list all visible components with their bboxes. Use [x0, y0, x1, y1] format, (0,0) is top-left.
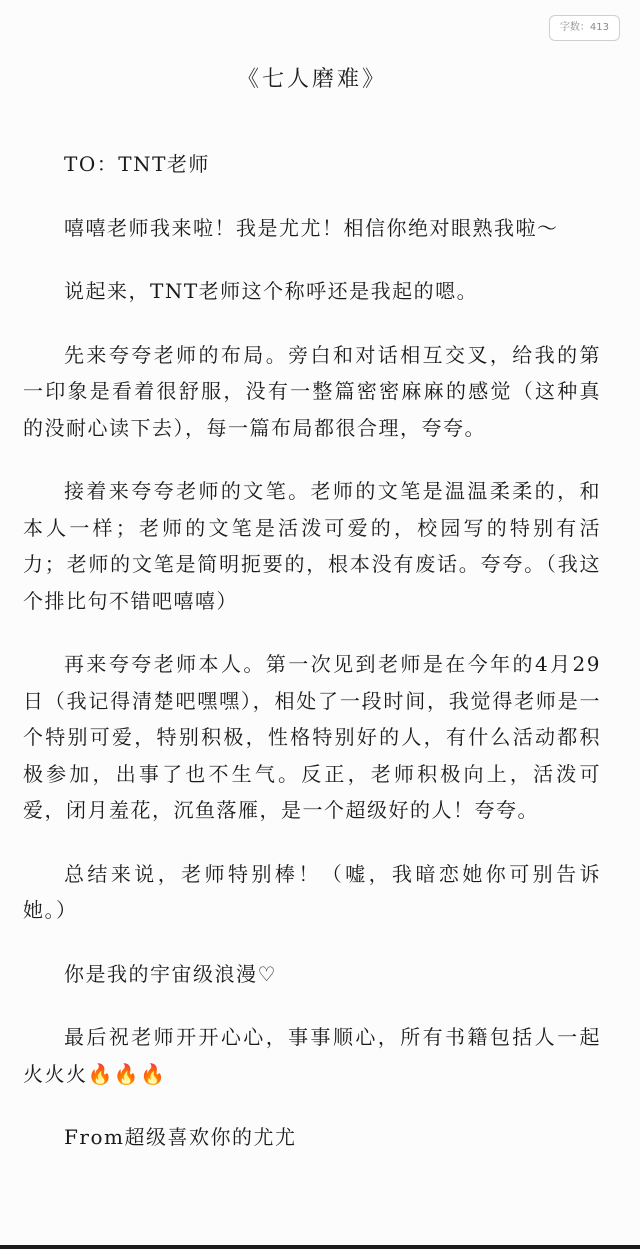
paragraph-romance: 你是我的宇宙级浪漫♡: [64, 961, 277, 986]
closing-text: 最后祝老师开开心心，事事顺心，所有书籍包括人一起火火火: [23, 1025, 601, 1086]
paragraph-layout-praise: 先来夸夸老师的布局。旁白和对话相互交叉，给我的第一印象是看着很舒服，没有一整篇密密麻麻的感觉（这种真的没耐心读下去），每一篇布局都很合理，夸夸。: [23, 342, 601, 440]
fire-icon: 🔥🔥🔥: [87, 1061, 167, 1086]
paragraph-writing-praise: 接着来夸夸老师的文笔。老师的文笔是温温柔柔的，和本人一样；老师的文笔是活泼可爱的，校园写的特别有活力；老师的文笔是简明扼要的，根本没有废话。夸夸。（我这个排比句不错吧嘻嘻）: [23, 479, 601, 613]
paragraph-nickname: 说起来，TNT老师这个称呼还是我起的嗯。: [64, 279, 479, 303]
word-count-badge: 字数：413: [549, 15, 620, 41]
letter-title: 《七人磨难》: [236, 67, 387, 92]
paragraph-intro: 嘻嘻老师我来啦！我是尤尤！相信你绝对眼熟我啦～: [64, 215, 559, 240]
paragraph-summary: 总结来说，老师特别棒！（嘘，我暗恋她你可别告诉她。）: [23, 861, 601, 922]
bottom-divider: [0, 1245, 640, 1249]
paragraph-person-praise: 再来夸夸老师本人。第一次见到老师是在今年的4月29日（我记得清楚吧嘿嘿），相处了一段时间，我觉得老师是一个特别可爱，特别积极，性格特别好的人，有什么活动都积极参加，出事了也不生气。反正，老师积极向上，活泼可爱，闭月羞花，沉鱼落雁，是一个超级好的人！夸夸。: [23, 652, 601, 822]
paragraph-closing: [23, 1019, 601, 1092]
letter-greeting: TO：TNT老师: [64, 152, 210, 176]
letter-body: [23, 62, 601, 1156]
letter-signature: From超级喜欢你的尤尤: [64, 1125, 297, 1149]
